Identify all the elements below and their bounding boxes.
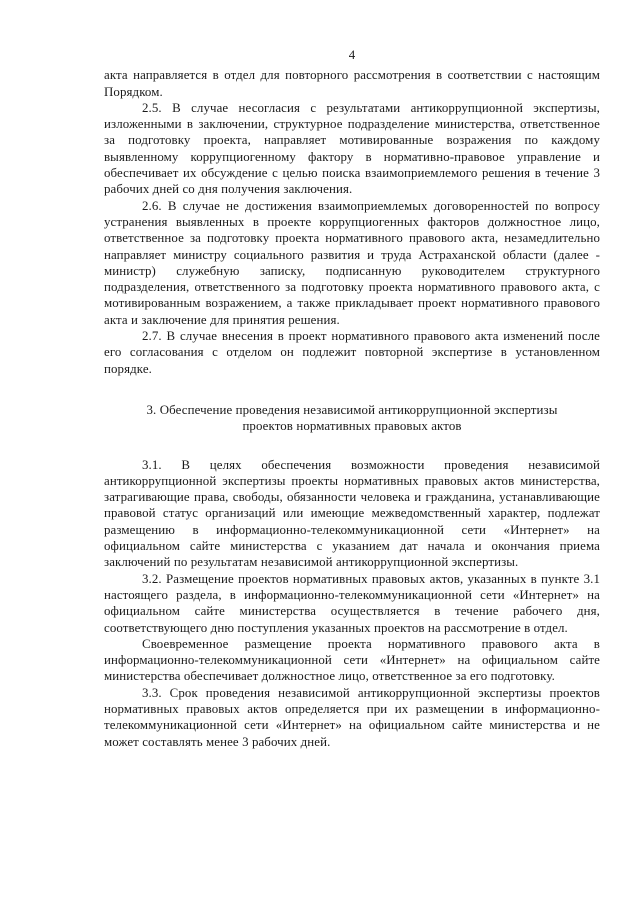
document-page <box>104 47 600 750</box>
paragraph-3-1: 3.1. В целях обеспечения возможности проведения независимой антикоррупционной экспертизы проекты нормативных правовых актов министерства, затрагивающие права, свободы, обязанности человека и гражданина, устанавливающие правовой статус организаций или имеющие межведомственный характер, подлежат размещению в информационно-телекоммуникационной сети «Интернет» на официальном сайте министерства с указанием дат начала и окончания приема заключений по результатам независимой антикоррупционной экспертизы. <box>104 457 600 570</box>
paragraph-2-7: 2.7. В случае внесения в проект нормативного правового акта изменений после его согласования с отделом он подлежит повторной экспертизе в установленном порядке. <box>104 329 600 376</box>
section-3-heading <box>104 402 600 435</box>
paragraph-continuation: акта направляется в отдел для повторного рассмотрения в соответствии с настоящим Порядком. <box>104 68 600 99</box>
paragraph-3-2-continued: Своевременное размещение проекта нормативного правового акта в информационно-телекоммуникационной сети «Интернет» на официальном сайте министерства обеспечивает должностное лицо, ответственное за его подготовку. <box>104 636 600 684</box>
paragraph-3-3: 3.3. Срок проведения независимой антикоррупционной экспертизы проектов нормативных правовых актов определяется при их размещении в информационно-телекоммуникационной сети «Интернет» на официальном сайте министерства и не может составлять менее 3 рабочих дней. <box>104 685 600 749</box>
section-heading-line-1: 3. Обеспечение проведения независимой антикоррупционной экспертизы <box>146 402 558 417</box>
section-heading-line-2: проектов нормативных правовых актов <box>242 419 462 434</box>
paragraph-2-6: 2.6. В случае не достижения взаимоприемлемых договоренностей по вопросу устранения выявленных в проекте коррупциогенных факторов должностное лицо, ответственное за подготовку проекта нормативного правового акта, незамедлительно направляет министру социального развития и труда Астраханской области (далее - министр) служебную записку, подписанную руководителем структурного подразделения, ответственного за подготовку проекта нормативного правового акта, с мотивированным возражением, а также прикладывает проект нормативного правового акта и заключение для принятия решения. <box>104 198 600 327</box>
page-number: 4 <box>348 48 356 62</box>
paragraph-2-5: 2.5. В случае несогласия с результатами антикоррупционной экспертизы, изложенными в заключении, структурное подразделение министерства, ответственное за подготовку проекта, направляет мотивированные возражения по каждому выявленному коррупциогенному фактору в нормативно-правовое управление и обеспечивает их обсуждение с целью поиска взаимоприемлемого решения в течение 3 рабочих дней со дня получения заключения. <box>104 100 600 197</box>
paragraph-3-2: 3.2. Размещение проектов нормативных правовых актов, указанных в пункте 3.1 настоящего раздела, в информационно-телекоммуникационной сети «Интернет» на официальном сайте министерства осуществляется в течение рабочего дня, соответствующего дню поступления указанных проектов на рассмотрение в отдел. <box>104 571 600 635</box>
